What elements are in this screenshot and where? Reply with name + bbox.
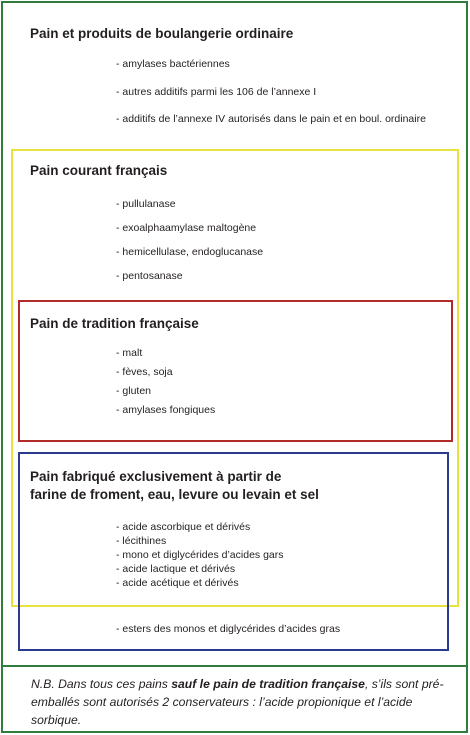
note-bold: sauf le pain de tradition française	[171, 677, 365, 691]
ordinary-title: Pain et produits de boulangerie ordinaire	[30, 26, 294, 41]
tradition-item-2: - fèves, soja	[116, 366, 173, 378]
courant-item-1: - pullulanase	[116, 198, 176, 210]
exclusive-extra-item: - esters des monos et diglycérides d’acides gras	[116, 623, 341, 635]
note-prefix: N.B. Dans tous ces pains	[31, 677, 172, 691]
tradition-item-4: - amylases fongiques	[116, 404, 216, 416]
exclusive-item-5: - acide acétique et dérivés	[116, 577, 239, 589]
ordinary-item-2: - autres additifs parmi les 106 de l’annexe I	[116, 86, 317, 98]
exclusive-title-line-1: Pain fabriqué exclusivement à partir de	[30, 469, 282, 484]
ordinary-item-1: - amylases bactériennes	[116, 58, 230, 70]
exclusive-title-line-2: farine de froment, eau, levure ou levain et sel	[30, 487, 319, 502]
tradition-title: Pain de tradition française	[30, 316, 199, 331]
courant-item-2: - exoalphaamylase maltogène	[116, 222, 257, 234]
exclusive-item-1: - acide ascorbique et dérivés	[116, 521, 251, 533]
courant-item-4: - pentosanase	[116, 270, 183, 282]
exclusive-item-3: - mono et diglycérides d’acides gars	[116, 549, 284, 561]
note-text	[31, 675, 451, 729]
courant-item-3: - hemicellulase, endoglucanase	[116, 246, 264, 258]
note-suffix: , s’ils sont pré-emballés sont autorisés 2 conservateurs : l’acide propionique et l’acide sorbique.	[31, 677, 444, 727]
tradition-item-1: - malt	[116, 347, 143, 359]
tradition-item-3: - gluten	[116, 385, 152, 397]
exclusive-item-4: - acide lactique et dérivés	[116, 563, 236, 575]
ordinary-item-3: - additifs de l’annexe IV autorisés dans le pain et en boul. ordinaire	[116, 113, 426, 125]
exclusive-item-2: - lécithines	[116, 535, 167, 547]
courant-title: Pain courant français	[30, 163, 168, 178]
